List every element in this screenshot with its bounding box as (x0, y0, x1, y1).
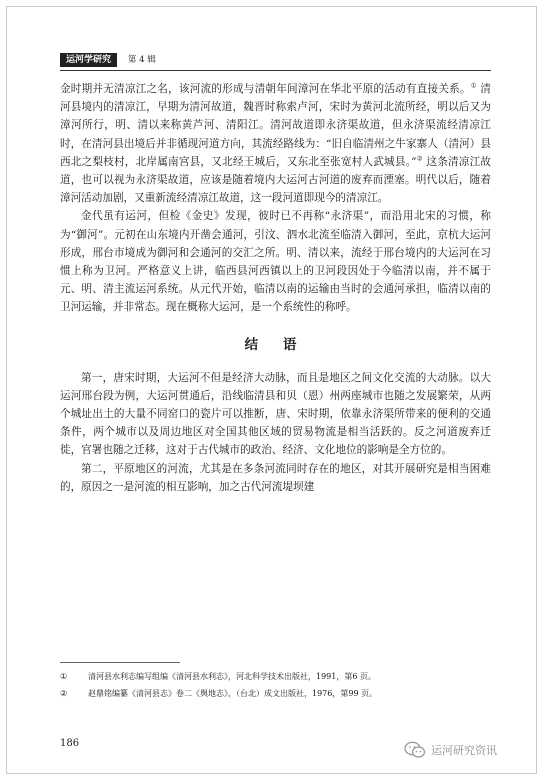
watermark-text: 运河研究资讯 (431, 744, 497, 757)
footnote-ref-2[interactable]: ② (416, 154, 423, 163)
body-text (60, 80, 491, 496)
footnotes (60, 668, 491, 702)
conclusion-paragraph-2: 第二，平原地区的河流，尤其是在多条河流同时存在的地区，对其开展研究是相当困难的，原因之一是河流的相互影响，加之古代河流堤坝建 (60, 462, 491, 493)
footnote-mark: ② (60, 689, 68, 698)
footnote-mark: ① (60, 672, 68, 681)
section-heading: 结 语 (244, 336, 307, 353)
footnote-text: 清河县水利志编写组编《清河县水利志》，河北科学技术出版社，1991，第6 页。 (88, 672, 376, 681)
conclusion-paragraph-1: 第一，唐宋时期，大运河不但是经济大动脉，而且是地区之间文化交流的大动脉。以大运河邢台段为例，大运河贯通后，沿线临清县和贝（恩）州两座城市也随之发展繁荣，从两个城址出土的大量不同窑口的瓷片可以推断，唐、宋时期，依靠永济渠所带来的便利的交通条件，两个城市以及周边地区对全国其他区域的贸易物流是相当活跃的。反之河道废弃迁徙，官署也随之迁移，这对于古代城市的政治、经济、文化地位的影响是全方位的。 (60, 371, 491, 457)
footnote-2 (60, 685, 491, 702)
paragraph-text: 清河县境内的清凉江，早期为清河故道，魏晋时称索卢河，宋时为黄河北流所经，明以后又为漳河所行，明、清以来称黄芦河、清阳江。清河故道即永济渠故道，但永济渠流经清凉江时，在清河县出境后并非循现河道方向，其流经路线为：“旧自临清州之牛家寨人（清河）县西北之梨枝村，北岸属南宫县，又北经王城后，又东北至张宽村人武城县。” (60, 83, 492, 168)
paragraph-2: 金代虽有运河，但检《金史》发现，彼时已不再称“永济渠”，而沿用北宋的习惯，称为“御河”。元初在山东境内开凿会通河，引汶、泗水北流至临清入御河，至此，京杭大运河形成，邢台市境成为御河和会通河的交汇之所。明、清以来，流经于邢台境内的大运河在习惯上称为卫河。严格意义上讲，临西县河西镇以上的卫河段因处于今临清以南，并不属于元、明、清主流运河系统。从元代开始，临清以南的运输由当时的会通河承担，临清以南的卫河运输，并非常态。现在概称大运河，是一个系统性的称呼。 (60, 210, 491, 314)
paragraph-text: 金时期并无清凉江之名，该河流的形成与清朝年间漳河在华北平原的活动有直接关系。 (60, 83, 471, 95)
footnote-divider (60, 662, 180, 663)
journal-title: 运河学研究 (60, 53, 117, 67)
running-header (60, 50, 491, 71)
watermark (404, 740, 497, 760)
page-number: 186 (60, 738, 80, 749)
paragraph-text: 这条清凉江故道，也可以视为永济渠故道，应该是随着境内大运河古河道的废弃而湮塞。明代以后，随着漳河活动加剧，又重新流经清凉江故道，这一段河道即现今的清凉江。 (60, 155, 491, 205)
footnote-1 (60, 668, 491, 685)
wechat-icon (404, 741, 426, 759)
issue-number: 第 4 辑 (127, 55, 156, 65)
paragraph-1 (60, 80, 491, 207)
footnote-text: 赵鼎铭编纂《清河县志》卷二《舆地志》，（台北）成文出版社，1976，第99 页。 (88, 689, 378, 698)
footnote-ref-1[interactable]: ① (470, 81, 477, 90)
